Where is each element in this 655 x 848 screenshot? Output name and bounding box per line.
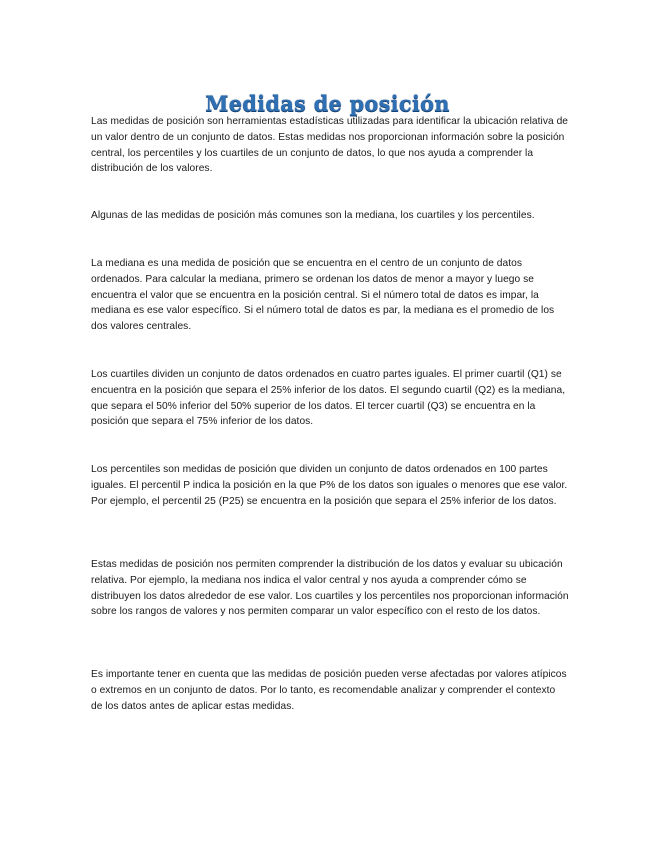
paragraph-common-measures: Algunas de las medidas de posición más comunes son la mediana, los cuartiles y los percentiles. bbox=[91, 210, 535, 221]
paragraph-mediana: La mediana es una medida de posición que se encuentra en el centro de un conjunto de datos ordenados. Para calcular la mediana, primero se ordenan los datos de menor a mayor y luego se encuentra el valor que se encuentra en la posición central. Si el número total de datos es impar, la mediana es ese valor específico. Si el número total de datos es par, la mediana es el promedio de los dos valores centrales. bbox=[91, 258, 555, 333]
paragraph-intro: Las medidas de posición son herramientas estadísticas utilizadas para identificar la ubicación relativa de un valor dentro de un conjunto de datos. Estas medidas nos proporcionan información sobre la posición central, los percentiles y los cuartiles de un conjunto de datos, lo que nos ayuda a comprender la distribución de los valores. bbox=[91, 116, 569, 175]
paragraph-percentiles: Los percentiles son medidas de posición que dividen un conjunto de datos ordenados en 100 partes iguales. El percentil P indica la posición en la que P% de los datos son iguales o menores que ese valor. Por ejemplo, el percentil 25 (P25) se encuentra en la posición que separa el 25% inferior de los datos. bbox=[91, 464, 568, 507]
paragraph-valores-atipicos: Es importante tener en cuenta que las medidas de posición pueden verse afectadas por valores atípicos o extremos en un conjunto de datos. Por lo tanto, es recomendable analizar y comprender el contexto de los datos antes de aplicar estas medidas. bbox=[91, 669, 567, 712]
paragraph-distribucion: Estas medidas de posición nos permiten comprender la distribución de los datos y evaluar su ubicación relativa. Por ejemplo, la mediana nos indica el valor central y nos ayuda a comprender cómo se distribuyen los datos alrededor de ese valor. Los cuartiles y los percentiles nos proporcionan información sobre los rangos de valores y nos permiten comparar un valor específico con el resto de los datos. bbox=[91, 559, 569, 618]
paragraph-cuartiles: Los cuartiles dividen un conjunto de datos ordenados en cuatro partes iguales. El primer cuartil (Q1) se encuentra en la posición que separa el 25% inferior de los datos. El segundo cuartil (Q2) es la mediana, que separa el 50% inferior del 50% superior de los datos. El tercer cuartil (Q3) se encuentra en la posición que separa el 75% inferior de los datos. bbox=[91, 369, 566, 428]
document-title: Medidas de posición bbox=[205, 91, 450, 117]
